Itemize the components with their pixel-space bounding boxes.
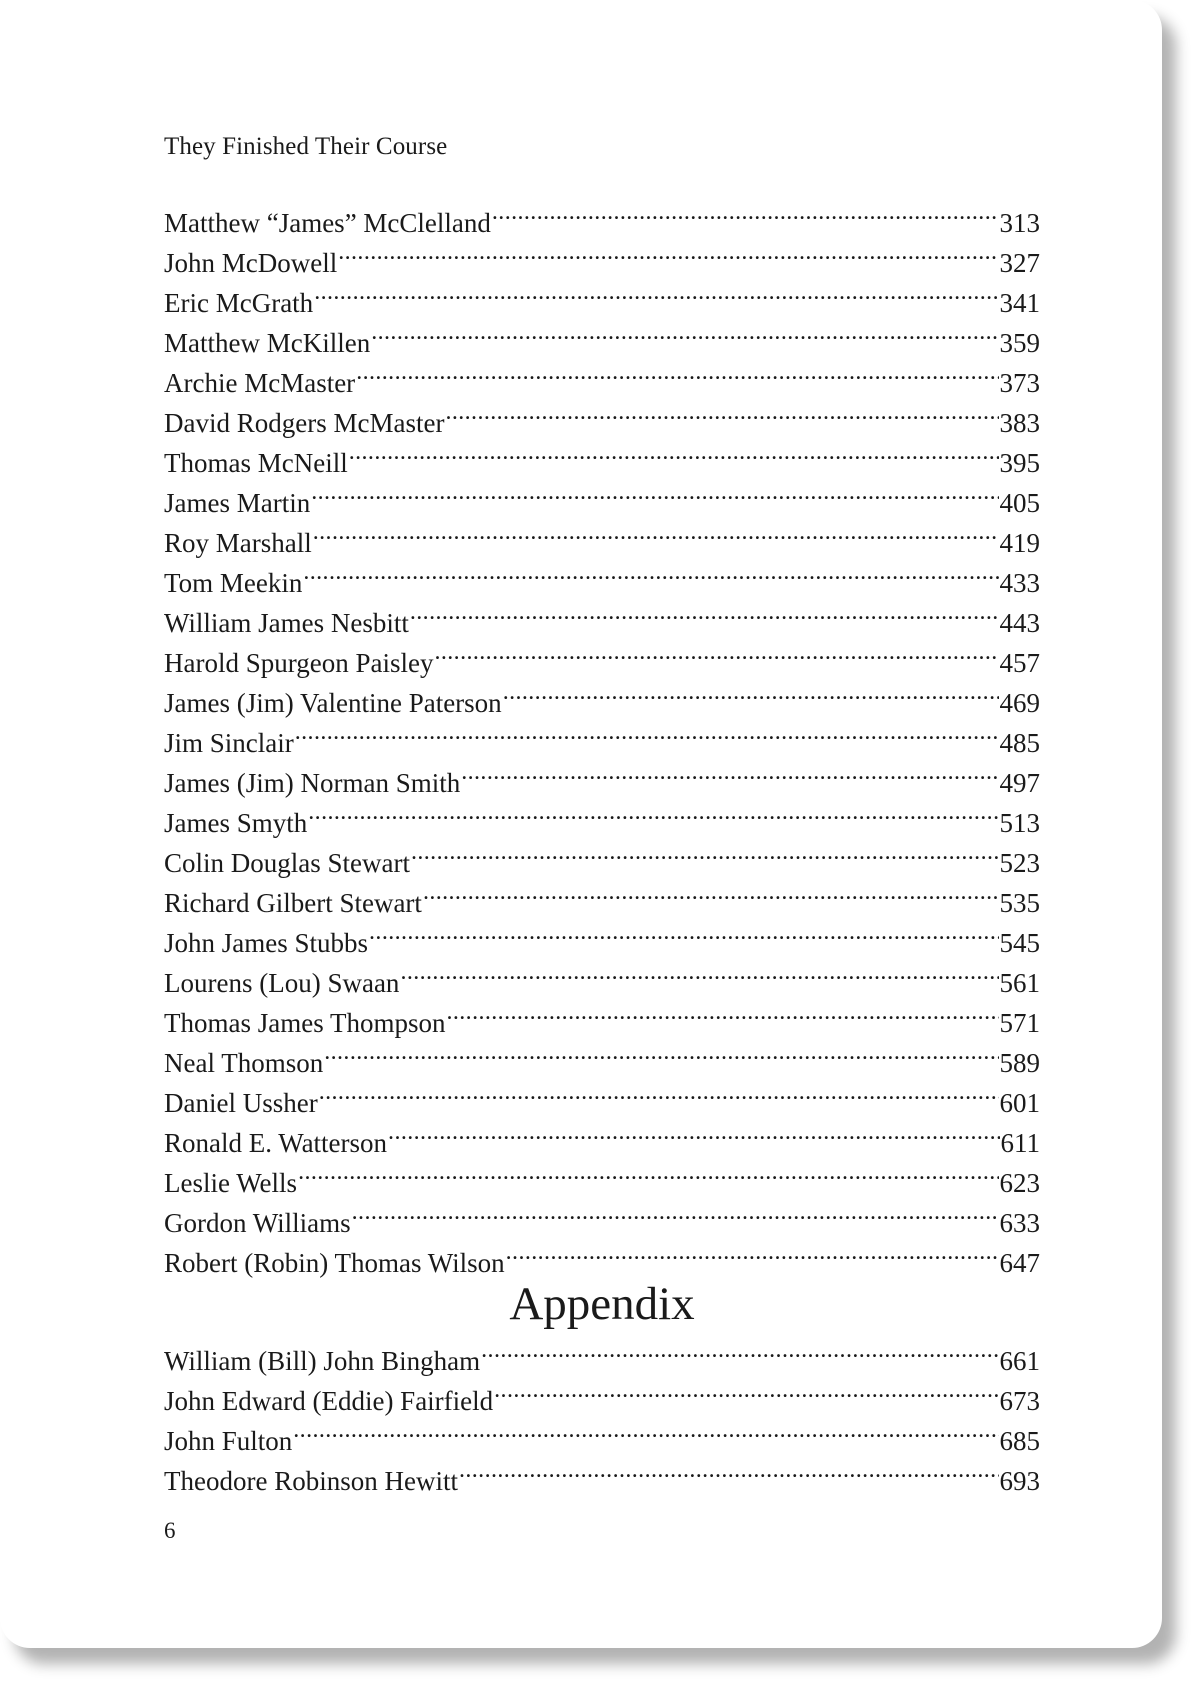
entry-name: Roy Marshall (164, 528, 312, 558)
entry-page-number: 571 (999, 1008, 1040, 1038)
entry-name: Jim Sinclair (164, 728, 294, 758)
appendix-contents-list (164, 1330, 1040, 1496)
contents-entry (164, 192, 1040, 238)
dot-leader (461, 752, 998, 792)
entry-page-number: 469 (999, 688, 1040, 718)
dot-leader (319, 1072, 999, 1112)
dot-leader (423, 872, 999, 912)
entry-page-number: 673 (999, 1386, 1040, 1416)
entry-name: John James Stubbs (164, 928, 369, 958)
dot-leader (371, 312, 998, 352)
entry-page-number: 561 (999, 968, 1040, 998)
entry-page-number: 457 (999, 648, 1040, 678)
entry-page-number: 485 (999, 728, 1040, 758)
dot-leader (314, 272, 998, 312)
entry-name: James Martin (164, 488, 311, 518)
entry-name: Thomas James Thompson (164, 1008, 446, 1038)
dot-leader (481, 1330, 998, 1370)
entry-page-number: 647 (999, 1248, 1040, 1278)
dot-leader (459, 1450, 999, 1490)
entry-page-number: 327 (999, 248, 1040, 278)
contents-list (164, 192, 1040, 1278)
entry-page-number: 611 (1000, 1128, 1040, 1158)
dot-leader (445, 392, 998, 432)
entry-page-number: 513 (999, 808, 1040, 838)
entry-page-number: 383 (999, 408, 1040, 438)
dot-leader (349, 432, 999, 472)
entry-name: Daniel Ussher (164, 1088, 318, 1118)
entry-name: Lourens (Lou) Swaan (164, 968, 400, 998)
page-number: 6 (164, 1518, 176, 1543)
dot-leader (293, 1410, 998, 1450)
entry-name: Colin Douglas Stewart (164, 848, 410, 878)
appendix-entry (164, 1330, 1040, 1376)
entry-name: John Edward (Eddie) Fairfield (164, 1386, 494, 1416)
entry-name: Harold Spurgeon Paisley (164, 648, 434, 678)
entry-name: Robert (Robin) Thomas Wilson (164, 1248, 505, 1278)
dot-leader (411, 832, 999, 872)
entry-page-number: 601 (999, 1088, 1040, 1118)
entry-page-number: 433 (999, 568, 1040, 598)
entry-page-number: 623 (999, 1168, 1040, 1198)
entry-page-number: 419 (999, 528, 1040, 558)
dot-leader (313, 512, 999, 552)
entry-page-number: 589 (999, 1048, 1040, 1078)
entry-page-number: 313 (999, 208, 1040, 238)
dot-leader (356, 352, 998, 392)
entry-name: Matthew “James” McClelland (164, 208, 491, 238)
entry-name: Eric McGrath (164, 288, 314, 318)
entry-name: Ronald E. Watterson (164, 1128, 388, 1158)
contents-entry (164, 752, 1040, 798)
dot-leader (492, 192, 999, 232)
entry-name: Gordon Williams (164, 1208, 351, 1238)
running-head: They Finished Their Course (164, 133, 448, 160)
dot-leader (410, 592, 999, 632)
dot-leader (494, 1370, 998, 1410)
entry-page-number: 523 (999, 848, 1040, 878)
entry-name: William (Bill) John Bingham (164, 1346, 481, 1376)
entry-name: David Rodgers McMaster (164, 408, 445, 438)
entry-name: Leslie Wells (164, 1168, 298, 1198)
entry-page-number: 633 (999, 1208, 1040, 1238)
entry-page-number: 373 (999, 368, 1040, 398)
entry-page-number: 405 (999, 488, 1040, 518)
dot-leader (338, 232, 998, 272)
entry-name: Matthew McKillen (164, 328, 371, 358)
dot-leader (506, 1232, 999, 1272)
appendix-entry (164, 1450, 1040, 1496)
dot-leader (311, 472, 998, 512)
dot-leader (388, 1112, 999, 1152)
dot-leader (298, 1152, 998, 1192)
entry-name: James (Jim) Valentine Paterson (164, 688, 502, 718)
entry-page-number: 685 (999, 1426, 1040, 1456)
entry-name: John McDowell (164, 248, 338, 278)
entry-name: William James Nesbitt (164, 608, 409, 638)
entry-page-number: 395 (999, 448, 1040, 478)
entry-name: Theodore Robinson Hewitt (164, 1466, 458, 1496)
appendix-heading: Appendix (509, 1278, 695, 1330)
dot-leader (295, 712, 999, 752)
entry-page-number: 359 (999, 328, 1040, 358)
entry-name: Richard Gilbert Stewart (164, 888, 422, 918)
entry-name: Tom Meekin (164, 568, 303, 598)
contents-entry (164, 712, 1040, 758)
appendix-entry (164, 1410, 1040, 1456)
dot-leader (434, 632, 998, 672)
entry-name: James Smyth (164, 808, 308, 838)
dot-leader (400, 952, 998, 992)
dot-leader (503, 672, 999, 712)
dot-leader (352, 1192, 999, 1232)
entry-name: Neal Thomson (164, 1048, 324, 1078)
entry-page-number: 341 (999, 288, 1040, 318)
entry-name: James (Jim) Norman Smith (164, 768, 461, 798)
entry-name: Thomas McNeill (164, 448, 348, 478)
entry-name: John Fulton (164, 1426, 293, 1456)
dot-leader (324, 1032, 998, 1072)
entry-page-number: 661 (999, 1346, 1040, 1376)
entry-page-number: 497 (999, 768, 1040, 798)
dot-leader (369, 912, 998, 952)
entry-page-number: 443 (999, 608, 1040, 638)
entry-page-number: 545 (999, 928, 1040, 958)
entry-page-number: 693 (999, 1466, 1040, 1496)
dot-leader (446, 992, 998, 1032)
entry-page-number: 535 (999, 888, 1040, 918)
dot-leader (308, 792, 998, 832)
dot-leader (303, 552, 998, 592)
entry-name: Archie McMaster (164, 368, 356, 398)
